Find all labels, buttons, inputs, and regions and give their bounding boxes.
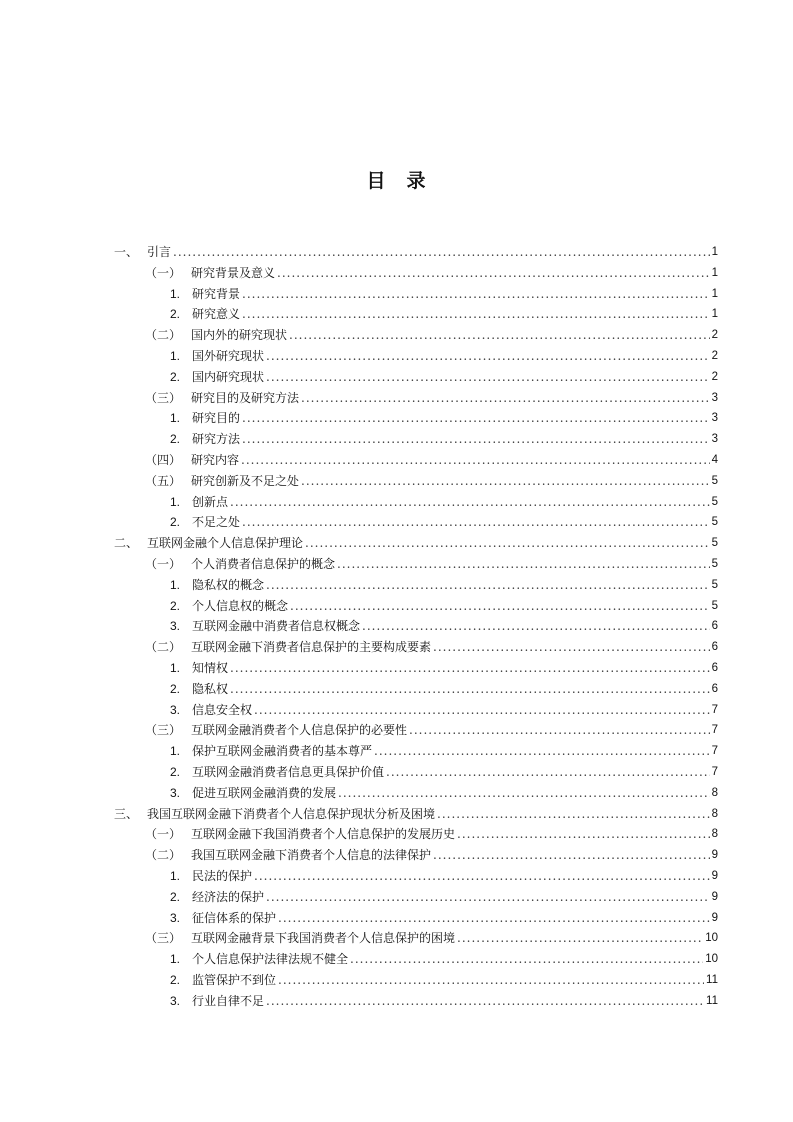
dot-leader (386, 762, 710, 782)
toc-entry-number: 2. (170, 681, 181, 696)
toc-entry-title: 互联网金融中消费者信息权概念 (192, 619, 361, 634)
toc-entry[interactable] (170, 908, 718, 928)
dot-leader (290, 596, 710, 616)
toc-entry-page: 8 (711, 807, 718, 820)
toc-entry-title: 国外研究现状 (192, 349, 265, 363)
toc-entry[interactable] (170, 991, 718, 1011)
toc-entry-number: （一） (145, 827, 182, 842)
dot-leader (301, 471, 710, 491)
toc-entry-page: 11 (706, 974, 718, 986)
toc-entry[interactable] (170, 575, 718, 595)
toc-entry-page: 5 (711, 578, 718, 591)
toc-entry-page: 5 (711, 537, 718, 550)
toc-entry-number: 1. (170, 869, 181, 883)
toc-entry-number: 1. (170, 577, 181, 592)
toc-entry[interactable] (170, 970, 718, 990)
toc-entry-title: 互联网金融下我国消费者个人信息保护的发展历史 (191, 827, 456, 842)
dot-leader (457, 928, 703, 948)
dot-leader (437, 804, 710, 824)
toc-entry[interactable] (114, 242, 718, 262)
toc-entry-title: 个人消费者信息保护的概念 (191, 557, 336, 571)
toc-entry-title: 国内研究现状 (192, 369, 265, 384)
dot-leader (337, 554, 710, 574)
toc-entry-title: 互联网金融个人信息保护理论 (147, 536, 304, 551)
toc-entry-page: 6 (711, 641, 718, 654)
toc-entry-number: （三） (145, 390, 182, 405)
dot-leader (433, 845, 710, 865)
toc-entry[interactable] (170, 346, 718, 366)
toc-entry-title: 行业自律不足 (192, 993, 265, 1008)
toc-entry[interactable] (145, 720, 718, 740)
toc-entry-title: 个人信息保护法律法规不健全 (192, 952, 349, 967)
toc-entry[interactable] (170, 284, 718, 304)
toc-entry[interactable] (170, 783, 718, 803)
toc-entry-page: 3 (711, 412, 718, 425)
toc-entry-page: 9 (711, 870, 718, 882)
toc-entry-page: 3 (711, 391, 718, 404)
toc-entry[interactable] (170, 616, 718, 636)
toc-entry-number: （五） (145, 473, 182, 488)
toc-entry-number: 2. (170, 765, 181, 779)
toc-entry-title: 互联网金融下消费者信息保护的主要构成要素 (191, 640, 432, 655)
toc-entry-number: 2. (170, 432, 181, 447)
toc-entry-number: 2. (170, 307, 181, 322)
toc-entry[interactable] (145, 263, 718, 283)
toc-entry-page: 1 (711, 308, 718, 321)
toc-entry-page: 5 (711, 516, 718, 529)
toc-entry-page: 7 (711, 703, 718, 716)
dot-leader (409, 720, 710, 740)
toc-entry[interactable] (170, 658, 718, 678)
dot-leader (278, 908, 710, 928)
toc-entry-page: 1 (711, 266, 718, 279)
toc-entry[interactable] (170, 304, 718, 324)
toc-entry-title: 监管保护不到位 (192, 973, 277, 987)
toc-entry-title: 互联网金融背景下我国消费者个人信息保护的困境 (191, 931, 456, 946)
toc-entry-title: 我国互联网金融下消费者个人信息保护现状分析及困境 (147, 806, 436, 821)
toc-entry[interactable] (145, 450, 718, 470)
toc-entry-number: （三） (145, 931, 182, 946)
dot-leader (242, 284, 710, 304)
dot-leader (241, 450, 710, 470)
toc-entry-page: 6 (711, 682, 718, 695)
toc-entry-number: 1. (170, 661, 181, 675)
dot-leader (374, 741, 710, 761)
toc-entry[interactable] (145, 845, 718, 865)
toc-entry-title: 引言 (147, 245, 172, 259)
toc-entry-page: 9 (711, 849, 718, 862)
toc-entry-number: 二、 (114, 536, 139, 551)
dot-leader (350, 949, 703, 969)
dot-leader (433, 637, 710, 657)
toc-entry-number: 1. (170, 286, 181, 301)
toc-entry[interactable] (145, 554, 718, 574)
toc-entry-page: 8 (711, 786, 718, 799)
dot-leader (289, 325, 710, 345)
dot-leader (338, 783, 710, 803)
toc-entry-page: 5 (711, 558, 718, 570)
toc-entry-page: 7 (711, 745, 718, 758)
toc-entry-number: 3. (170, 702, 181, 717)
dot-leader (457, 824, 710, 844)
dot-leader (230, 658, 710, 678)
toc-entry-number: 1. (170, 349, 181, 363)
toc-entry-page: 7 (711, 724, 718, 737)
toc-entry[interactable] (114, 804, 718, 824)
toc-entry-number: （二） (145, 848, 182, 863)
toc-entry-title: 征信体系的保护 (192, 910, 277, 925)
toc-entry-number: 1. (170, 411, 181, 426)
toc-entry-title: 隐私权的概念 (192, 577, 265, 592)
dot-leader (242, 304, 710, 324)
toc-entry-page: 6 (711, 662, 718, 674)
toc-entry-title: 研究目的及研究方法 (191, 390, 300, 405)
toc-entry-number: 1. (170, 744, 181, 759)
toc-entry-title: 创新点 (192, 494, 229, 509)
toc-entry[interactable] (145, 325, 718, 345)
toc-entry[interactable] (170, 367, 718, 387)
toc-entry-page: 5 (711, 495, 718, 508)
toc-entry-title: 促进互联网金融消费的发展 (192, 785, 337, 800)
toc-entry[interactable] (145, 824, 718, 844)
toc-entry-title: 我国互联网金融下消费者个人信息的法律保护 (191, 848, 432, 863)
dot-leader (278, 970, 704, 990)
toc-entry-number: （二） (145, 640, 182, 655)
toc-entry-page: 5 (711, 599, 718, 612)
toc-entry-page: 9 (711, 911, 718, 924)
dot-leader (242, 408, 710, 428)
toc-entry-number: 2. (170, 598, 181, 613)
toc-entry-title: 研究背景 (192, 286, 241, 301)
dot-leader (173, 242, 710, 262)
toc-entry-number: 2. (170, 973, 181, 987)
toc-entry-title: 经济法的保护 (192, 889, 265, 904)
toc-entry[interactable] (145, 388, 718, 408)
toc-entry-page: 1 (711, 246, 718, 258)
toc-entry-number: 一、 (114, 245, 139, 259)
toc-entry-number: （三） (145, 723, 182, 738)
toc-entry-title: 互联网金融消费者个人信息保护的必要性 (191, 723, 408, 738)
toc-entry[interactable] (170, 408, 718, 428)
toc-entry[interactable] (170, 679, 718, 699)
dot-leader (242, 512, 710, 532)
dot-leader (362, 616, 710, 636)
dot-leader (277, 263, 710, 283)
toc-entry[interactable] (170, 866, 718, 886)
toc-entry-page: 10 (705, 932, 718, 945)
toc-entry-title: 研究目的 (192, 411, 241, 426)
toc-entry-title: 研究背景及意义 (191, 265, 276, 280)
toc-entry-title: 国内外的研究现状 (191, 328, 288, 343)
toc-entry[interactable] (170, 700, 718, 720)
dot-leader (242, 429, 710, 449)
toc-entry-number: （一） (145, 557, 182, 571)
toc-entry-page: 1 (711, 287, 718, 300)
toc-entry-page: 6 (711, 620, 718, 633)
toc-entry-title: 研究意义 (192, 307, 241, 322)
dot-leader (301, 388, 710, 408)
toc-entry[interactable] (170, 429, 718, 449)
toc-entry-page: 2 (711, 329, 718, 342)
toc-entry-number: 3. (170, 910, 181, 925)
page-title: 目 录 (366, 170, 427, 192)
toc-entry[interactable] (170, 762, 718, 782)
dot-leader (230, 492, 710, 512)
toc-entry[interactable] (170, 512, 718, 532)
toc-entry-number: （一） (145, 265, 182, 280)
toc-entry-number: （二） (145, 328, 182, 343)
toc-entry-page: 11 (706, 994, 718, 1007)
toc-entry[interactable] (170, 887, 718, 907)
toc-entry-number: 3. (170, 619, 181, 634)
toc-entry-title: 民法的保护 (192, 869, 253, 883)
toc-entry-page: 2 (711, 350, 718, 362)
toc-entry[interactable] (170, 596, 718, 616)
toc-entry-title: 研究方法 (192, 432, 241, 447)
toc-entry-number: 3. (170, 993, 181, 1008)
dot-leader (254, 866, 710, 886)
dot-leader (254, 700, 710, 720)
toc-entry-page: 9 (711, 890, 718, 903)
dot-leader (266, 346, 710, 366)
dot-leader (266, 887, 710, 907)
toc-entry[interactable] (170, 741, 718, 761)
dot-leader (305, 533, 710, 553)
toc-entry-page: 10 (705, 953, 718, 966)
dot-leader (266, 367, 710, 387)
toc-entry-number: 2. (170, 889, 181, 904)
toc-entry[interactable] (170, 492, 718, 512)
toc-entry-title: 研究创新及不足之处 (191, 473, 300, 488)
toc-entry-page: 7 (711, 766, 718, 778)
toc-entry[interactable] (145, 471, 718, 491)
toc-entry-title: 知情权 (192, 661, 229, 675)
toc-entry-number: 1. (170, 952, 181, 967)
toc-entry[interactable] (170, 949, 718, 969)
toc-entry-number: 1. (170, 494, 181, 509)
toc-entry-title: 隐私权 (192, 681, 229, 696)
toc-entry-title: 信息安全权 (192, 702, 253, 717)
toc-entry-number: 2. (170, 515, 181, 530)
toc-entry-title: 保护互联网金融消费者的基本尊严 (192, 744, 373, 759)
toc-entry-page: 5 (711, 474, 718, 487)
toc-entry-number: 2. (170, 369, 181, 384)
toc-entry[interactable] (114, 533, 718, 553)
toc-entry-title: 不足之处 (192, 515, 241, 530)
toc-entry-page: 2 (711, 370, 718, 383)
toc-entry-number: （四） (145, 453, 182, 467)
dot-leader (266, 575, 710, 595)
toc-entry-number: 3. (170, 785, 181, 800)
toc-entry-title: 个人信息权的概念 (192, 598, 289, 613)
dot-leader (266, 991, 704, 1011)
toc-entry-page: 4 (711, 454, 718, 466)
toc-entry-number: 三、 (114, 806, 139, 821)
toc-entry-title: 研究内容 (191, 453, 240, 467)
toc-entry-page: 3 (711, 433, 718, 446)
toc-entry[interactable] (145, 637, 718, 657)
toc-entry-page: 8 (711, 828, 718, 841)
dot-leader (230, 679, 710, 699)
toc-entry[interactable] (145, 928, 718, 948)
toc-entry-title: 互联网金融消费者信息更具保护价值 (192, 765, 385, 779)
